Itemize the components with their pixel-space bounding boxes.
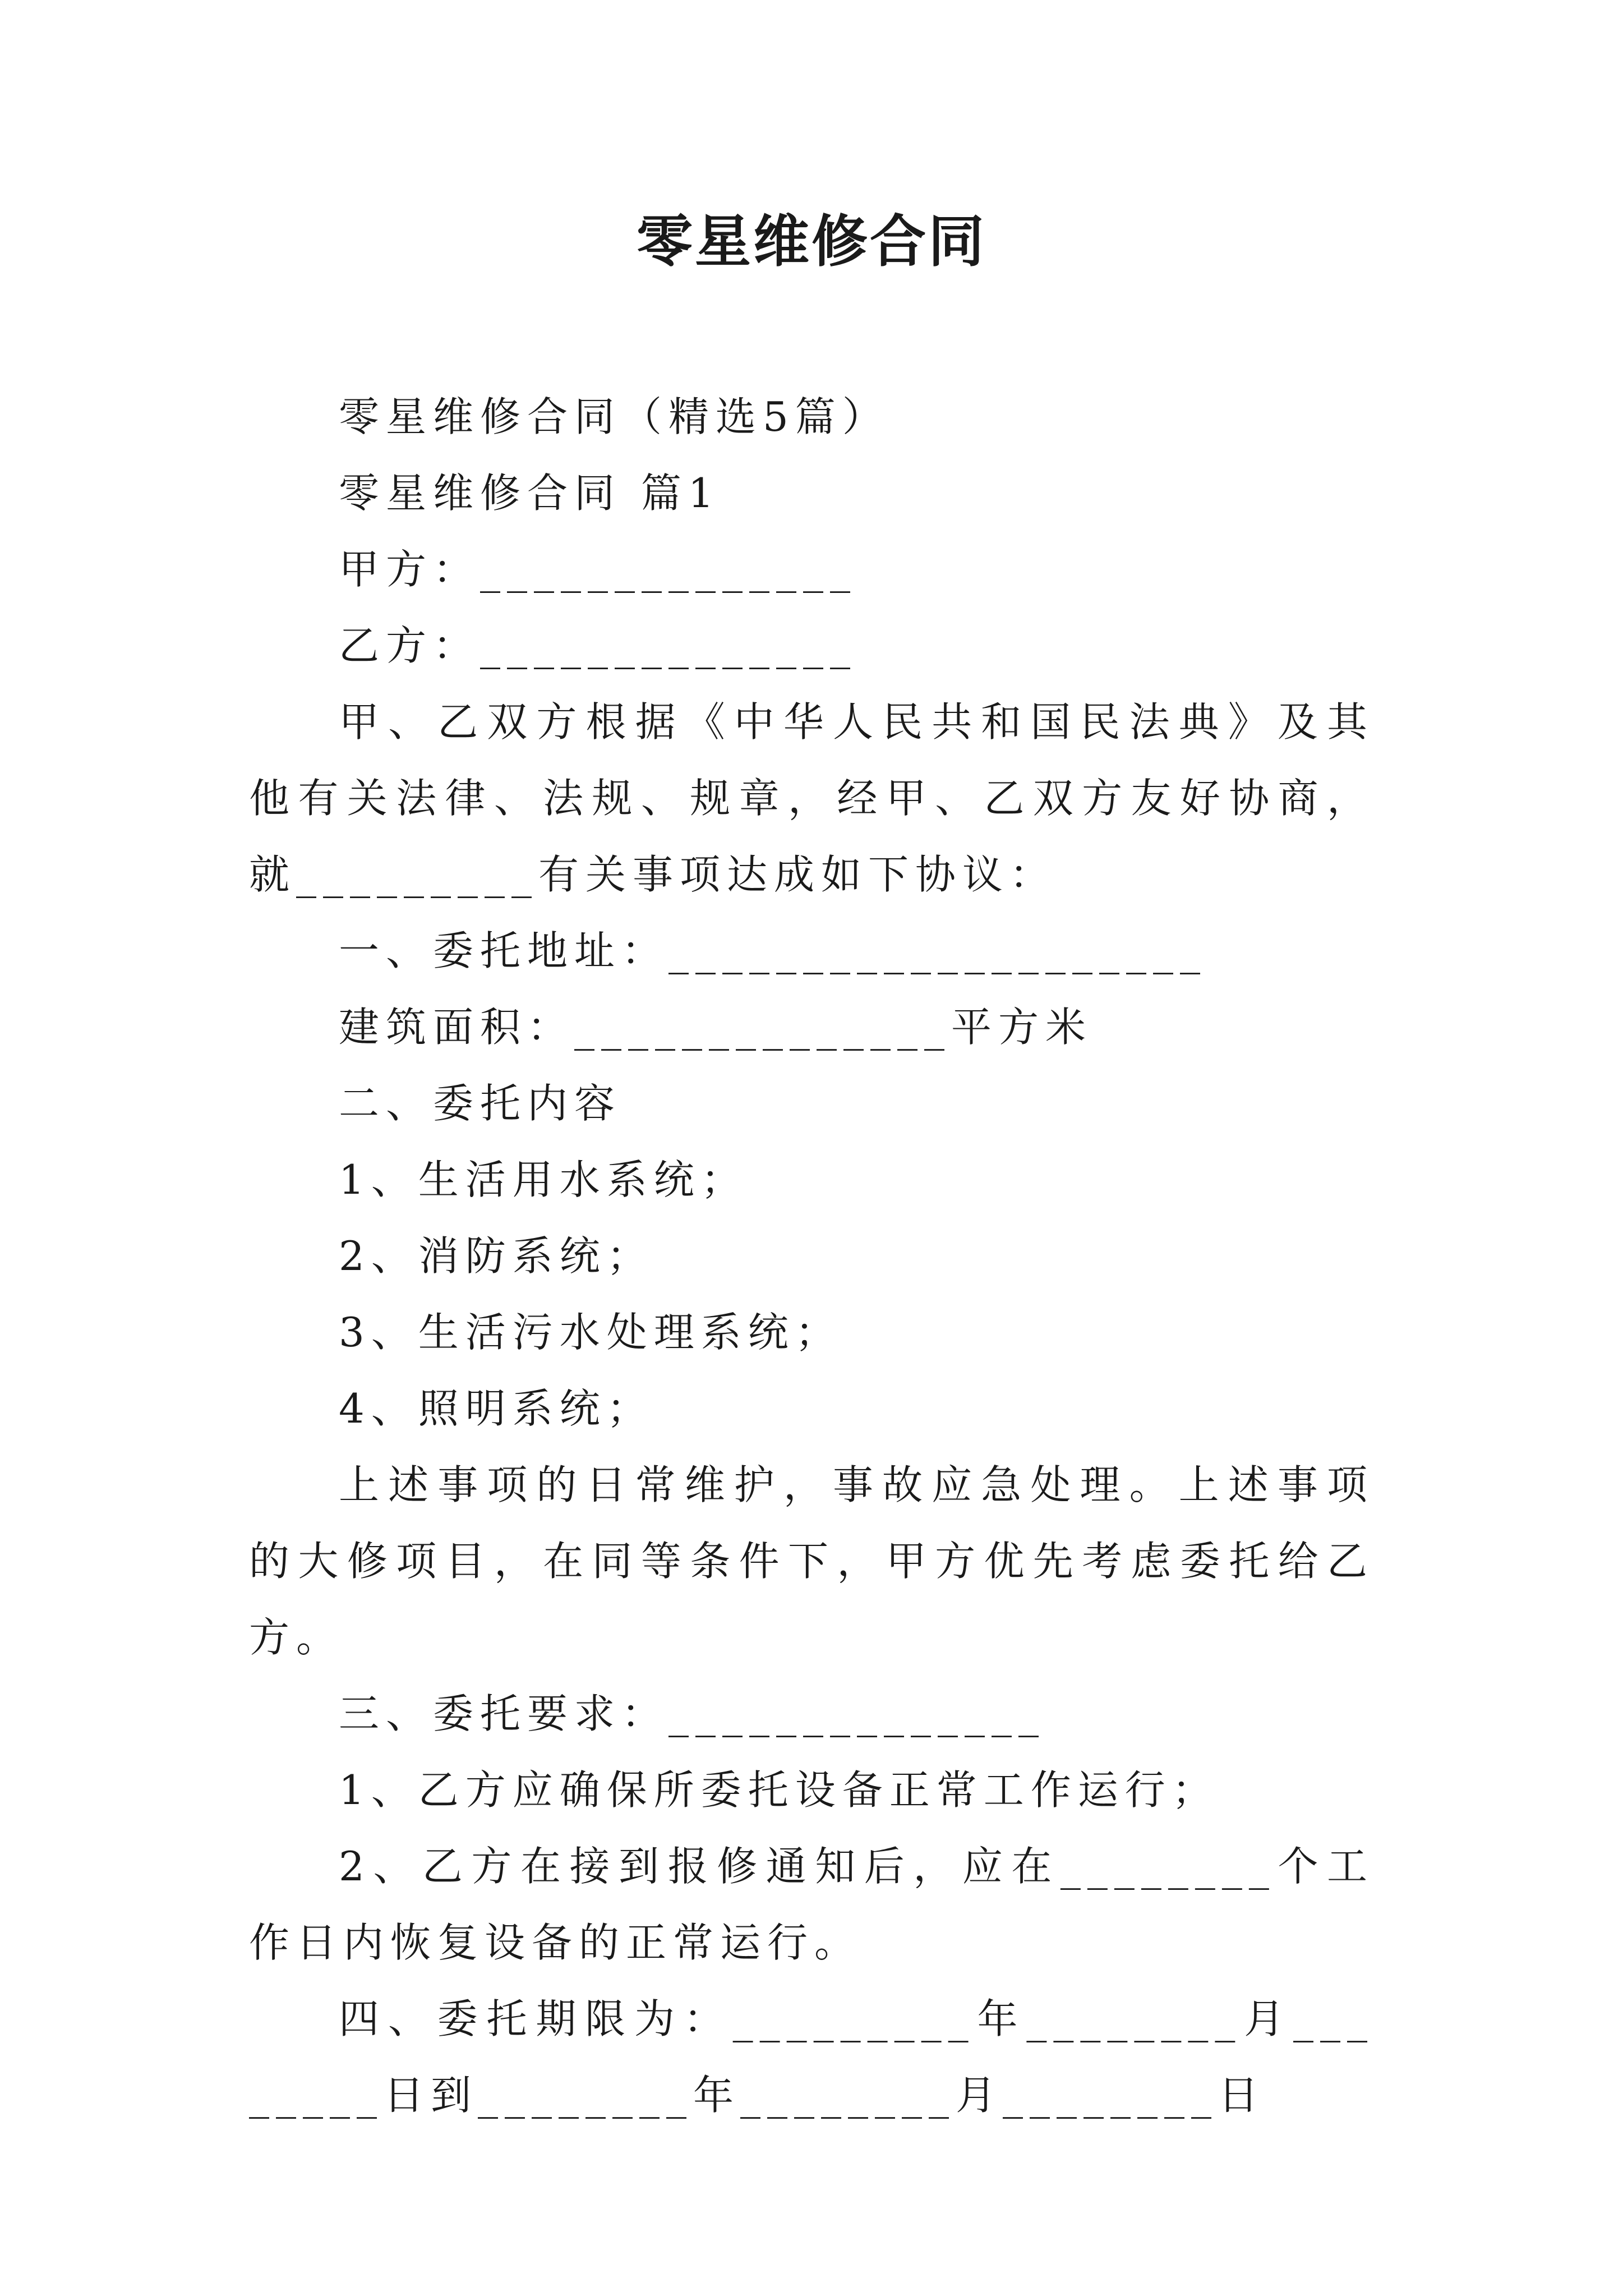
paragraph-area: 建筑面积：______________平方米 [339, 1004, 1093, 1051]
document-body [249, 379, 1374, 2133]
document-title: 零星维修合同 [637, 208, 986, 274]
paragraph-requirement: 1、乙方应确保所委托设备正常工作运行； [339, 1766, 1219, 1814]
paragraph-item: 2、消防系统； [339, 1232, 654, 1280]
paragraph-section-heading: 零星维修合同 篇1 [339, 470, 721, 517]
paragraph-term: 四、委托期限为：_________年________月________日到________年________月________日 [249, 1995, 1374, 2119]
paragraph-item: 4、照明系统； [339, 1385, 654, 1432]
paragraph-content-heading: 二、委托内容 [339, 1080, 622, 1127]
paragraph-requirement: 2、乙方在接到报修通知后，应在________个工作日内恢复设备的正常运行。 [249, 1843, 1374, 1966]
paragraph-party-a: 甲方：______________ [339, 546, 857, 593]
paragraph-maintenance: 上述事项的日常维护，事故应急处理。上述事项的大修项目，在同等条件下，甲方优先考虑委托给乙方。 [249, 1461, 1374, 1661]
paragraph-item: 3、生活污水处理系统； [339, 1309, 842, 1356]
paragraph-item: 1、生活用水系统； [339, 1156, 748, 1203]
paragraph-address: 一、委托地址：____________________ [339, 927, 1207, 974]
paragraph-subtitle: 零星维修合同（精选5篇） [339, 393, 889, 440]
paragraph-party-b: 乙方：______________ [339, 622, 857, 669]
paragraph-requirements-heading: 三、委托要求：______________ [339, 1690, 1046, 1737]
paragraph-preamble: 甲、乙双方根据《中华人民共和国民法典》及其他有关法律、法规、规章，经甲、乙双方友好协商，就_________有关事项达成如下协议： [249, 698, 1374, 898]
